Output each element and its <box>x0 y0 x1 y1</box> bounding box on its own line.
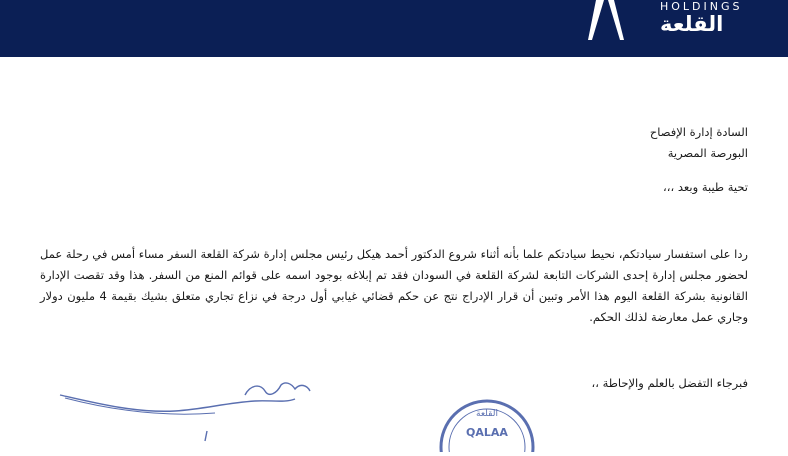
recipient-line-1: السادة إدارة الإفصاح <box>649 125 748 139</box>
closing-line: فبرجاء التفضل بالعلم والإحاطة ،، <box>591 376 748 390</box>
company-stamp <box>432 392 542 452</box>
letterhead-banner <box>0 0 788 57</box>
greeting: تحية طيبة وبعد ،،، <box>663 180 748 194</box>
recipient-line-2: البورصة المصرية <box>667 146 748 160</box>
letter-body: ردا على استفسار سيادتكم، نحيط سيادتكم علما بأنه أثناء شروع الدكتور أحمد هيكل رئيس مجلس إدارة شركة القلعة السفر مساء أمس في رحلة عمل لحضور مجلس إدارة إحدى الشركات التابعة لشركة القلعة في السودان فقد تم إبلاغه بوجود اسمه على قوائم المنع من السفر. هذا وقد تقصت الإدارة القانونية بشركة القلعة اليوم هذا الأمر وتبين أن قرار الإدراج نتج عن حكم قضائي غيابي أول درجة في نزاع تجاري متعلق بشيك بقيمة 4 مليون دولار وجاري عمل معارضة لذلك الحكم. <box>40 247 748 324</box>
brand-arabic-text: القلعة <box>660 12 724 36</box>
brand-holdings-text: HOLDINGS <box>660 0 743 13</box>
svg-text:القلعة: القلعة <box>476 409 498 419</box>
qalaa-logo-icon <box>574 0 634 57</box>
svg-text:QALAA: QALAA <box>466 426 508 439</box>
handwritten-signature-icon <box>55 373 315 443</box>
